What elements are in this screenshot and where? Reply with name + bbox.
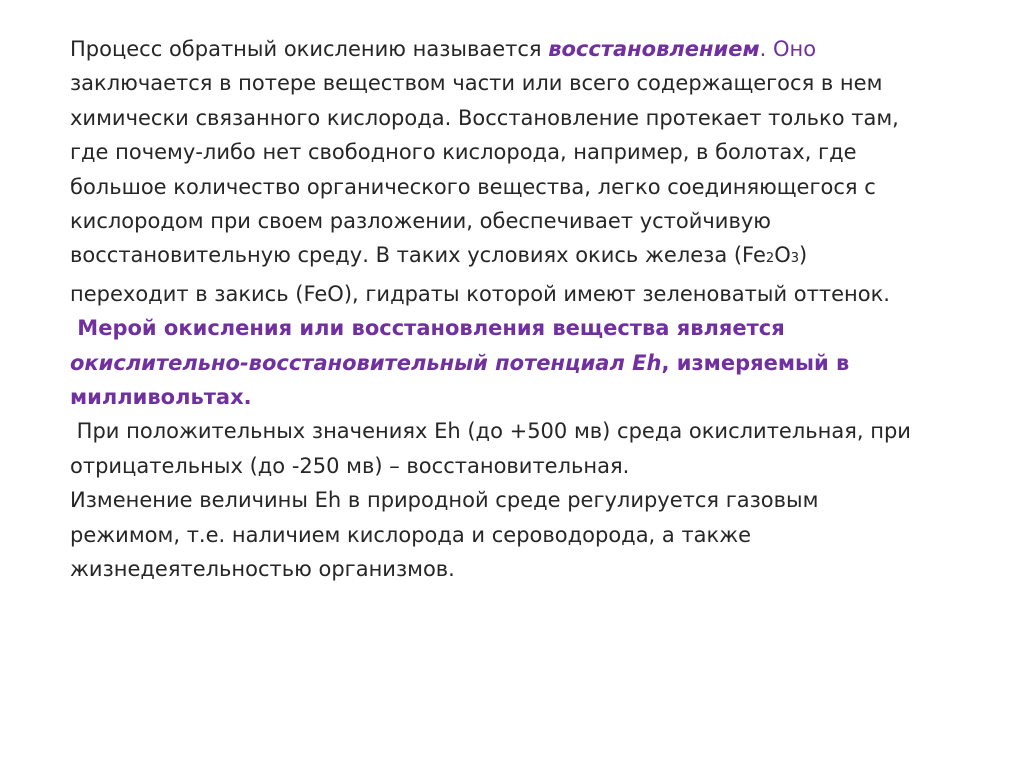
text-run: ): [799, 243, 808, 268]
text-run: восстановительную среду. В таких условиях окись железа (Fe: [70, 243, 766, 268]
paragraph-2-line-2: [70, 346, 990, 380]
paragraph-1-line-3: химически связанного кислорода. Восстановление протекает только там,: [70, 105, 899, 130]
text-run: , измеряемый в: [661, 350, 850, 375]
term-period: . Оно: [759, 37, 817, 61]
paragraph-2-line-1: Мерой окисления или восстановления вещества является: [70, 316, 785, 341]
text-run: Процесс обратный окислению называется: [70, 37, 549, 61]
highlighted-term-eh-potential: окислительно-восстановительный потенциал Eh: [70, 350, 662, 375]
paragraph-4-line-1: Изменение величины Eh в природной среде регулируется газовым: [70, 488, 819, 513]
paragraph-1-line-6: кислородом при своем разложении, обеспечивает устойчивую: [70, 209, 771, 234]
paragraph-1-line-1: [70, 32, 990, 66]
paragraph-4-line-2: режимом, т.е. наличием кислорода и сероводорода, а также: [70, 522, 752, 547]
paragraph-4-line-3: жизнедеятельностью организмов.: [70, 557, 455, 582]
paragraph-1-line-8: переходит в закись (FeO), гидраты которой имеют зеленоватый оттенок.: [70, 281, 890, 306]
paragraph-3-line-1: При положительных значениях Eh (до +500 мв) среда окислительная, при: [70, 419, 911, 444]
highlighted-term-reduction: восстановлением: [548, 37, 760, 61]
paragraph-1-line-7: [70, 238, 990, 276]
paragraph-2-line-3: милливольтах.: [70, 385, 252, 410]
paragraph-3-line-2: отрицательных (до -250 мв) – восстановительная.: [70, 453, 630, 478]
paragraph-1-line-4: где почему-либо нет свободного кислорода, например, в болотах, где: [70, 140, 857, 165]
paragraph-1-line-2: заключается в потере веществом части или всего содержащегося в нем: [70, 71, 883, 96]
formula-subscript-3: 3: [790, 251, 800, 267]
slide-text-body: [70, 32, 990, 587]
formula-oxygen: O: [774, 243, 791, 268]
formula-subscript-2: 2: [765, 251, 775, 267]
paragraph-1-line-5: большое количество органического вещества, легко соединяющегося с: [70, 174, 876, 199]
